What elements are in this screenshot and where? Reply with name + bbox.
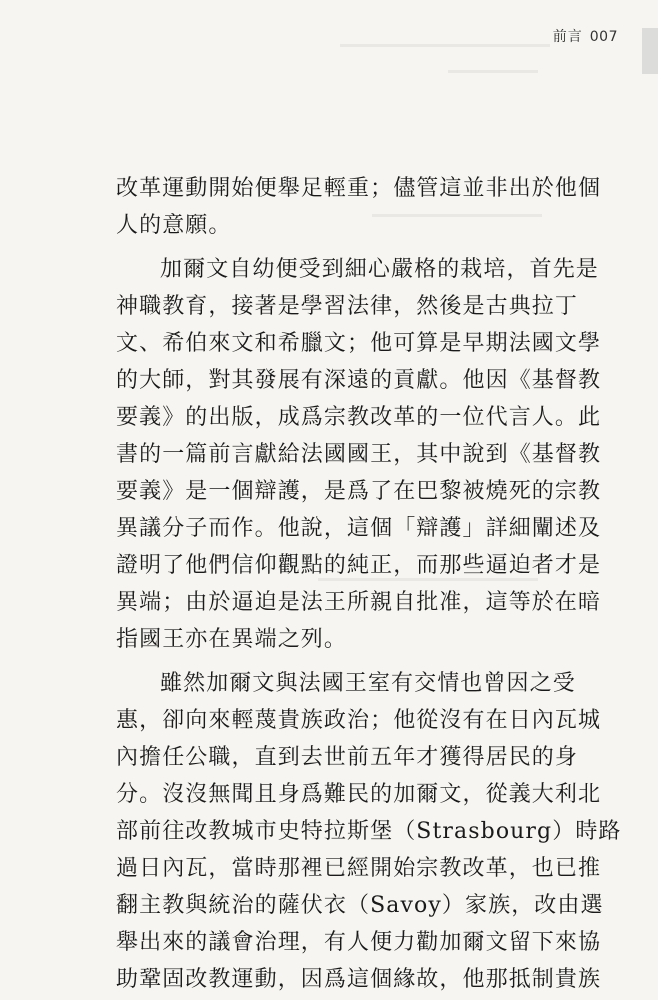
text-line: 雖然加爾文與法國王室有交情也曾因之受	[160, 671, 576, 696]
page-number: 007	[589, 29, 618, 45]
text-line: 加爾文自幼便受到細心嚴格的栽培，首先是	[160, 257, 599, 282]
text-line: 神職教育，接著是學習法律，然後是古典拉丁	[116, 294, 579, 319]
text-line: 改革運動開始便舉足輕重；儘管這並非出於他個	[116, 176, 602, 201]
text-line: 證明了他們信仰觀點的純正，而那些逼迫者才是	[116, 553, 602, 578]
text-line: 內擔任公職，直到去世前五年才獲得居民的身	[116, 745, 579, 770]
paragraph-break	[116, 658, 524, 665]
text-line: 助鞏固改教運動，因爲這個緣故，他那抵制貴族	[116, 967, 602, 992]
text-line: 分。沒沒無聞且身爲難民的加爾文，從義大利北	[116, 782, 602, 807]
section-title: 前言	[552, 29, 583, 45]
text-line: 要義》的出版，成爲宗教改革的一位代言人。此	[116, 405, 602, 430]
running-header	[553, 26, 618, 46]
text-line: 惠，卻向來輕蔑貴族政治；他從沒有在日內瓦城	[116, 708, 602, 733]
page-edge-tab	[642, 28, 658, 74]
text-line: 部前往改教城市史特拉斯堡（Strasbourg）時路	[116, 819, 622, 844]
text-line: 書的一篇前言獻給法國國王，其中說到《基督教	[116, 442, 602, 467]
text-line: 人的意願。	[116, 213, 232, 238]
bleed-through-mark	[340, 44, 550, 47]
text-line: 過日內瓦，當時那裡已經開始宗教改革，也已推	[116, 856, 602, 881]
text-line: 的大師，對其發展有深遠的貢獻。他因《基督教	[116, 368, 602, 393]
text-line: 舉出來的議會治理，有人便力勸加爾文留下來協	[116, 930, 602, 955]
body-text	[116, 170, 622, 998]
text-line: 要義》是一個辯護，是爲了在巴黎被燒死的宗教	[116, 479, 602, 504]
text-line: 文、希伯來文和希臘文；他可算是早期法國文學	[116, 331, 602, 356]
paragraph-break	[116, 244, 524, 251]
bleed-through-mark	[448, 70, 538, 73]
text-line: 異議分子而作。他說，這個「辯護」詳細闡述及	[116, 516, 602, 541]
text-line: 翻主教與統治的薩伏衣（Savoy）家族，改由選	[116, 893, 604, 918]
text-line: 指國王亦在異端之列。	[116, 627, 348, 652]
text-line: 異端；由於逼迫是法王所親自批准，這等於在暗	[116, 590, 602, 615]
